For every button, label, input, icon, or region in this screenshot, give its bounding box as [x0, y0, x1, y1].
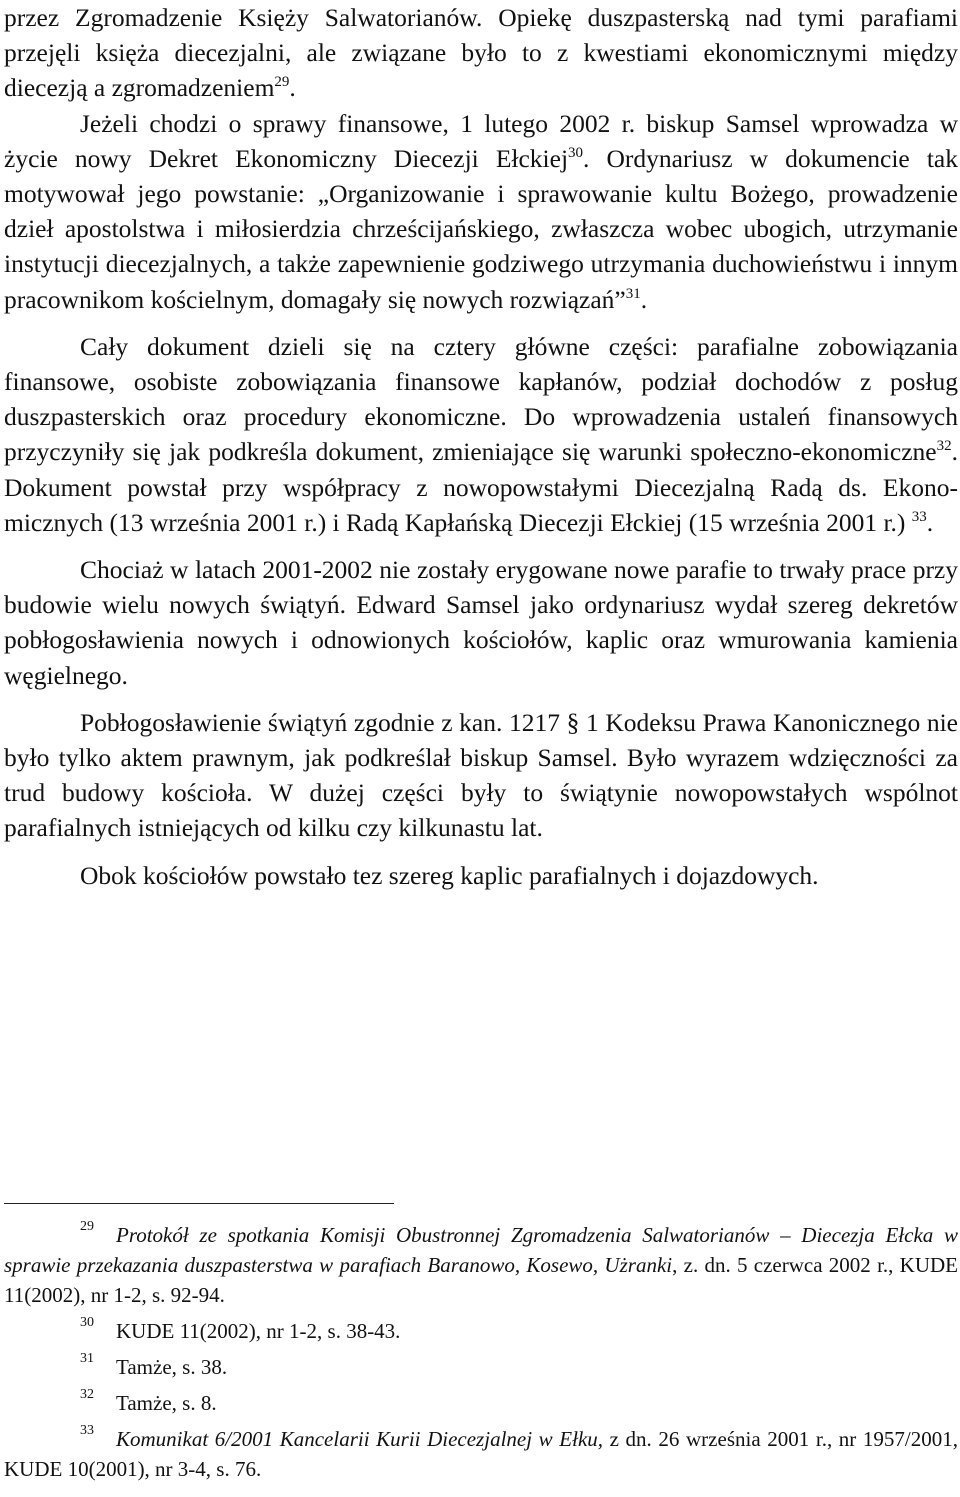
footnotes: [4, 1220, 958, 1484]
footnote-number: 33: [80, 1423, 94, 1438]
text-run: . Dokument powstał przy współpracy z nowopowstałymi Diecezjalną Radą ds. Ekonomicznych (13 września 2001 r.) i Radą Kapłańską Diecezji Ełckiej (15 września 2001 r.): [4, 437, 958, 537]
footnote-number: 29: [80, 1219, 94, 1234]
paragraph-p2: [4, 106, 958, 317]
footnote-separator: [4, 1203, 394, 1204]
footnote-text: , z. dn. 5 czerwca 2002 r., KUDE 11(2002), nr 1-2, s. 92-94.: [4, 1253, 958, 1307]
main-text: [4, 0, 958, 893]
footnote-text: Protokół ze spotkania Komisji Obustronnej Zgromadzenia Salwatorianów – Diecezja Ełcka w sprawie przekazania duszpasterstwa w parafiach Baranowo, Kosewo, Użranki: [4, 1223, 958, 1277]
footnote-ref: 31: [625, 285, 641, 302]
footnote-32: [4, 1388, 958, 1418]
text-run: . Ordynariusz w dokumencie tak motywował jego powstanie: „Organizowanie i sprawowanie kultu Bożego, prowadzenie dzieł apostolstwa i miłosierdzia chrześcijańskiego, zwłaszcza wobec ubogich, utrzymanie instytucji diecezjalnych, a także zapewnienie godziwego utrzymania duchowieństwu i innym pracownikom kościelnym, domagały się nowych rozwiązań”: [4, 143, 958, 314]
text-run: Obok kościołów powstało tez szereg kaplic parafialnych i dojazdowych.: [80, 860, 819, 890]
text-run: .: [926, 507, 934, 537]
footnote-ref: 30: [568, 144, 584, 161]
text-run: Cały dokument dzieli się na cztery główne części: parafialne zobowiązania finansowe, osobiste zobowiązania finansowe kapłanów, podział dochodów z posług duszpasterskich oraz procedury ekonomiczne. Do wprowadzenia ustaleń finansowych przyczyniły się jak podkreśla dokument, zmieniające się warunki społeczno-ekonomiczne: [4, 331, 958, 467]
text-run: .: [289, 73, 296, 103]
footnote-number: 32: [80, 1387, 94, 1402]
text-run: Chociaż w latach 2001-2002 nie zostały erygowane nowe parafie to trwały prace przy budowie wielu nowych świątyń. Edward Samsel jako ordynariusz wydał szereg dekretów pobłogosławienia nowych i odnowionych kościołów, kaplic oraz wmurowania kamienia węgielnego.: [4, 555, 958, 690]
paragraph-p6: [4, 858, 958, 893]
footnote-number: 31: [80, 1351, 94, 1366]
footnote-text: Tamże, s. 38.: [116, 1355, 228, 1379]
text-run: przez Zgromadzenie Księży Salwatorianów. Opiekę duszpasterską nad tymi parafiami przejęli księża diecezjalni, ale związane było to z kwestiami ekonomicznymi między diecezją a zgromadzeniem: [4, 3, 958, 103]
footnote-33: [4, 1424, 958, 1484]
footnote-31: [4, 1352, 958, 1382]
text-run: Jeżeli chodzi o sprawy finansowe, 1 lutego 2002 r. biskup Samsel wprowadza w życie nowy Dekret Ekonomiczny Diecezji Ełckiej: [4, 108, 958, 173]
footnote-30: [4, 1316, 958, 1346]
footnote-text: Komunikat 6/2001 Kancelarii Kurii Diecezjalnej w Ełku,: [116, 1427, 604, 1451]
footnote-ref: 33: [911, 508, 927, 525]
document-page: [4, 0, 958, 893]
footnote-text: KUDE 11(2002), nr 1-2, s. 38-43.: [116, 1319, 401, 1343]
paragraph-p4: [4, 552, 958, 693]
footnote-number: 30: [80, 1315, 94, 1330]
text-run: Pobłogosławienie świątyń zgodnie z kan. 1217 § 1 Kodeksu Prawa Kanonicznego nie było tylko aktem prawnym, jak podkreślał biskup Samsel. Było wyrazem wdzięczności za trud budowy kościoła. W dużej części były to świątynie nowopowstałych wspólnot parafialnych istniejących od kilku czy kilkunastu lat.: [4, 707, 958, 843]
paragraph-p3: [4, 329, 958, 540]
footnote-ref: 32: [936, 438, 952, 455]
footnote-29: [4, 1220, 958, 1310]
text-run: .: [640, 284, 648, 314]
paragraph-p1: [4, 0, 958, 106]
paragraph-p5: [4, 705, 958, 846]
footnote-text: Tamże, s. 8.: [116, 1391, 217, 1415]
footnote-ref: 29: [274, 74, 290, 91]
footnote-text: z dn. 26 września 2001 r., nr 1957/2001, KUDE 10(2001), nr 3-4, s. 76.: [4, 1427, 958, 1481]
